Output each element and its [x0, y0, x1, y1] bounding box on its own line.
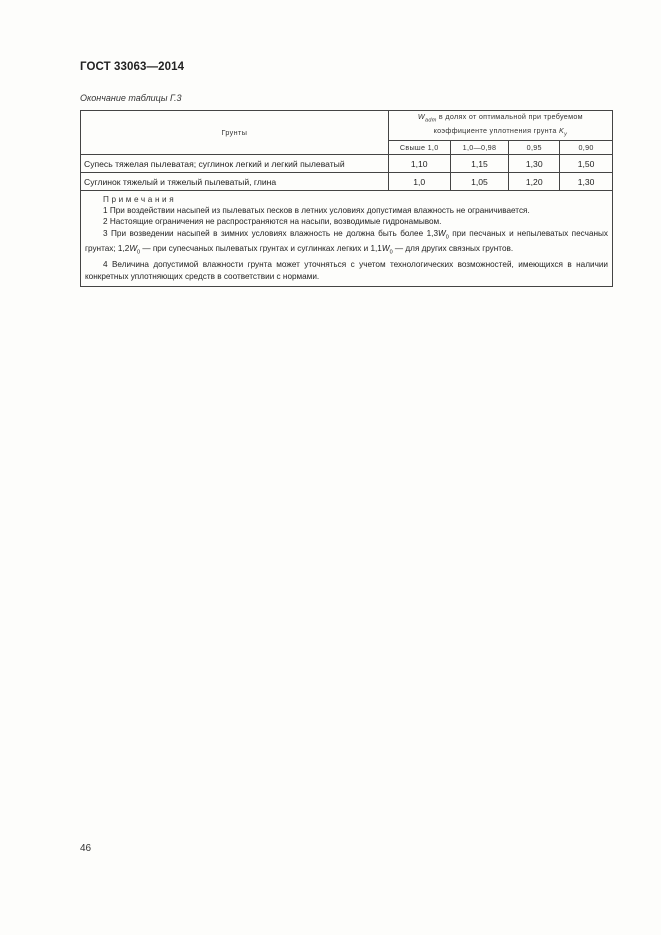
row-value: 1,10 [388, 155, 450, 173]
document-header: ГОСТ 33063—2014 [80, 61, 185, 73]
table-header-row [81, 111, 613, 141]
subheader-cell: Свыше 1,0 [388, 141, 450, 155]
w0-symbol: W [381, 244, 390, 254]
note-1: 1 При воздействии насыпей из пылеватых песков в летних условиях допустимая влажность не ограничивается. [103, 206, 530, 216]
note-3-part: при песчаных и непылеватых песчаных грунтах; 1,2 [85, 228, 608, 254]
column-header-ground: Грунты [81, 111, 389, 155]
w-header-line2: коэффициенте уплотнения грунта [433, 125, 559, 135]
w-subscript: adm [425, 117, 437, 124]
note-3-part: — при супесчаных пылеватых грунтах и суглинках легких и 1,1 [140, 244, 382, 254]
table-row [81, 155, 613, 173]
row-value: 1,20 [509, 173, 560, 191]
k-subscript: у [564, 130, 568, 137]
row-value: 1,15 [450, 155, 509, 173]
row-value: 1,30 [509, 155, 560, 173]
row-value: 1,50 [560, 155, 613, 173]
w-header-line1: в долях от оптимальной при требуемом [436, 112, 583, 122]
subheader-cell: 0,95 [509, 141, 560, 155]
subheader-cell: 0,90 [560, 141, 613, 155]
row-value: 1,05 [450, 173, 509, 191]
row-label: Суглинок тяжелый и тяжелый пылеватый, глина [81, 173, 389, 191]
note-3-part: — для других связных грунтов. [392, 244, 514, 254]
w0-subscript: 0 [389, 250, 393, 257]
row-label: Супесь тяжелая пылеватая; суглинок легкий и легкий пылеватый [81, 155, 389, 173]
subheader-cell: 1,0—0,98 [450, 141, 509, 155]
k-symbol: K [558, 125, 565, 135]
notes-row [81, 191, 613, 287]
w0-symbol: W [438, 228, 446, 238]
row-value: 1,30 [560, 173, 613, 191]
column-header-moisture [388, 111, 612, 141]
w0-symbol: W [129, 244, 138, 254]
notes-title: Примечания [103, 195, 177, 204]
note-2: 2 Настоящие ограничения не распространяются на насыпи, возводимые гидронамывом. [103, 217, 442, 227]
notes-cell [81, 191, 613, 287]
table-row [81, 173, 613, 191]
w-symbol: W [417, 112, 425, 122]
moisture-table [80, 110, 613, 287]
w0-subscript: 0 [137, 250, 141, 257]
note-3 [85, 228, 608, 260]
note-3-part: 3 При возведении насыпей в зимних условиях влажность не должна быть более 1,3 [103, 228, 439, 238]
table-caption: Окончание таблицы Г.3 [80, 93, 182, 103]
page-number: 46 [80, 843, 92, 854]
note-4: 4 Величина допустимой влажности грунта может уточняться с учетом технологических возможностей, имеющихся в наличии конкретных уплотняющих средств в соответствии с нормами. [85, 260, 608, 281]
row-value: 1,0 [388, 173, 450, 191]
w0-subscript: 0 [445, 234, 449, 241]
